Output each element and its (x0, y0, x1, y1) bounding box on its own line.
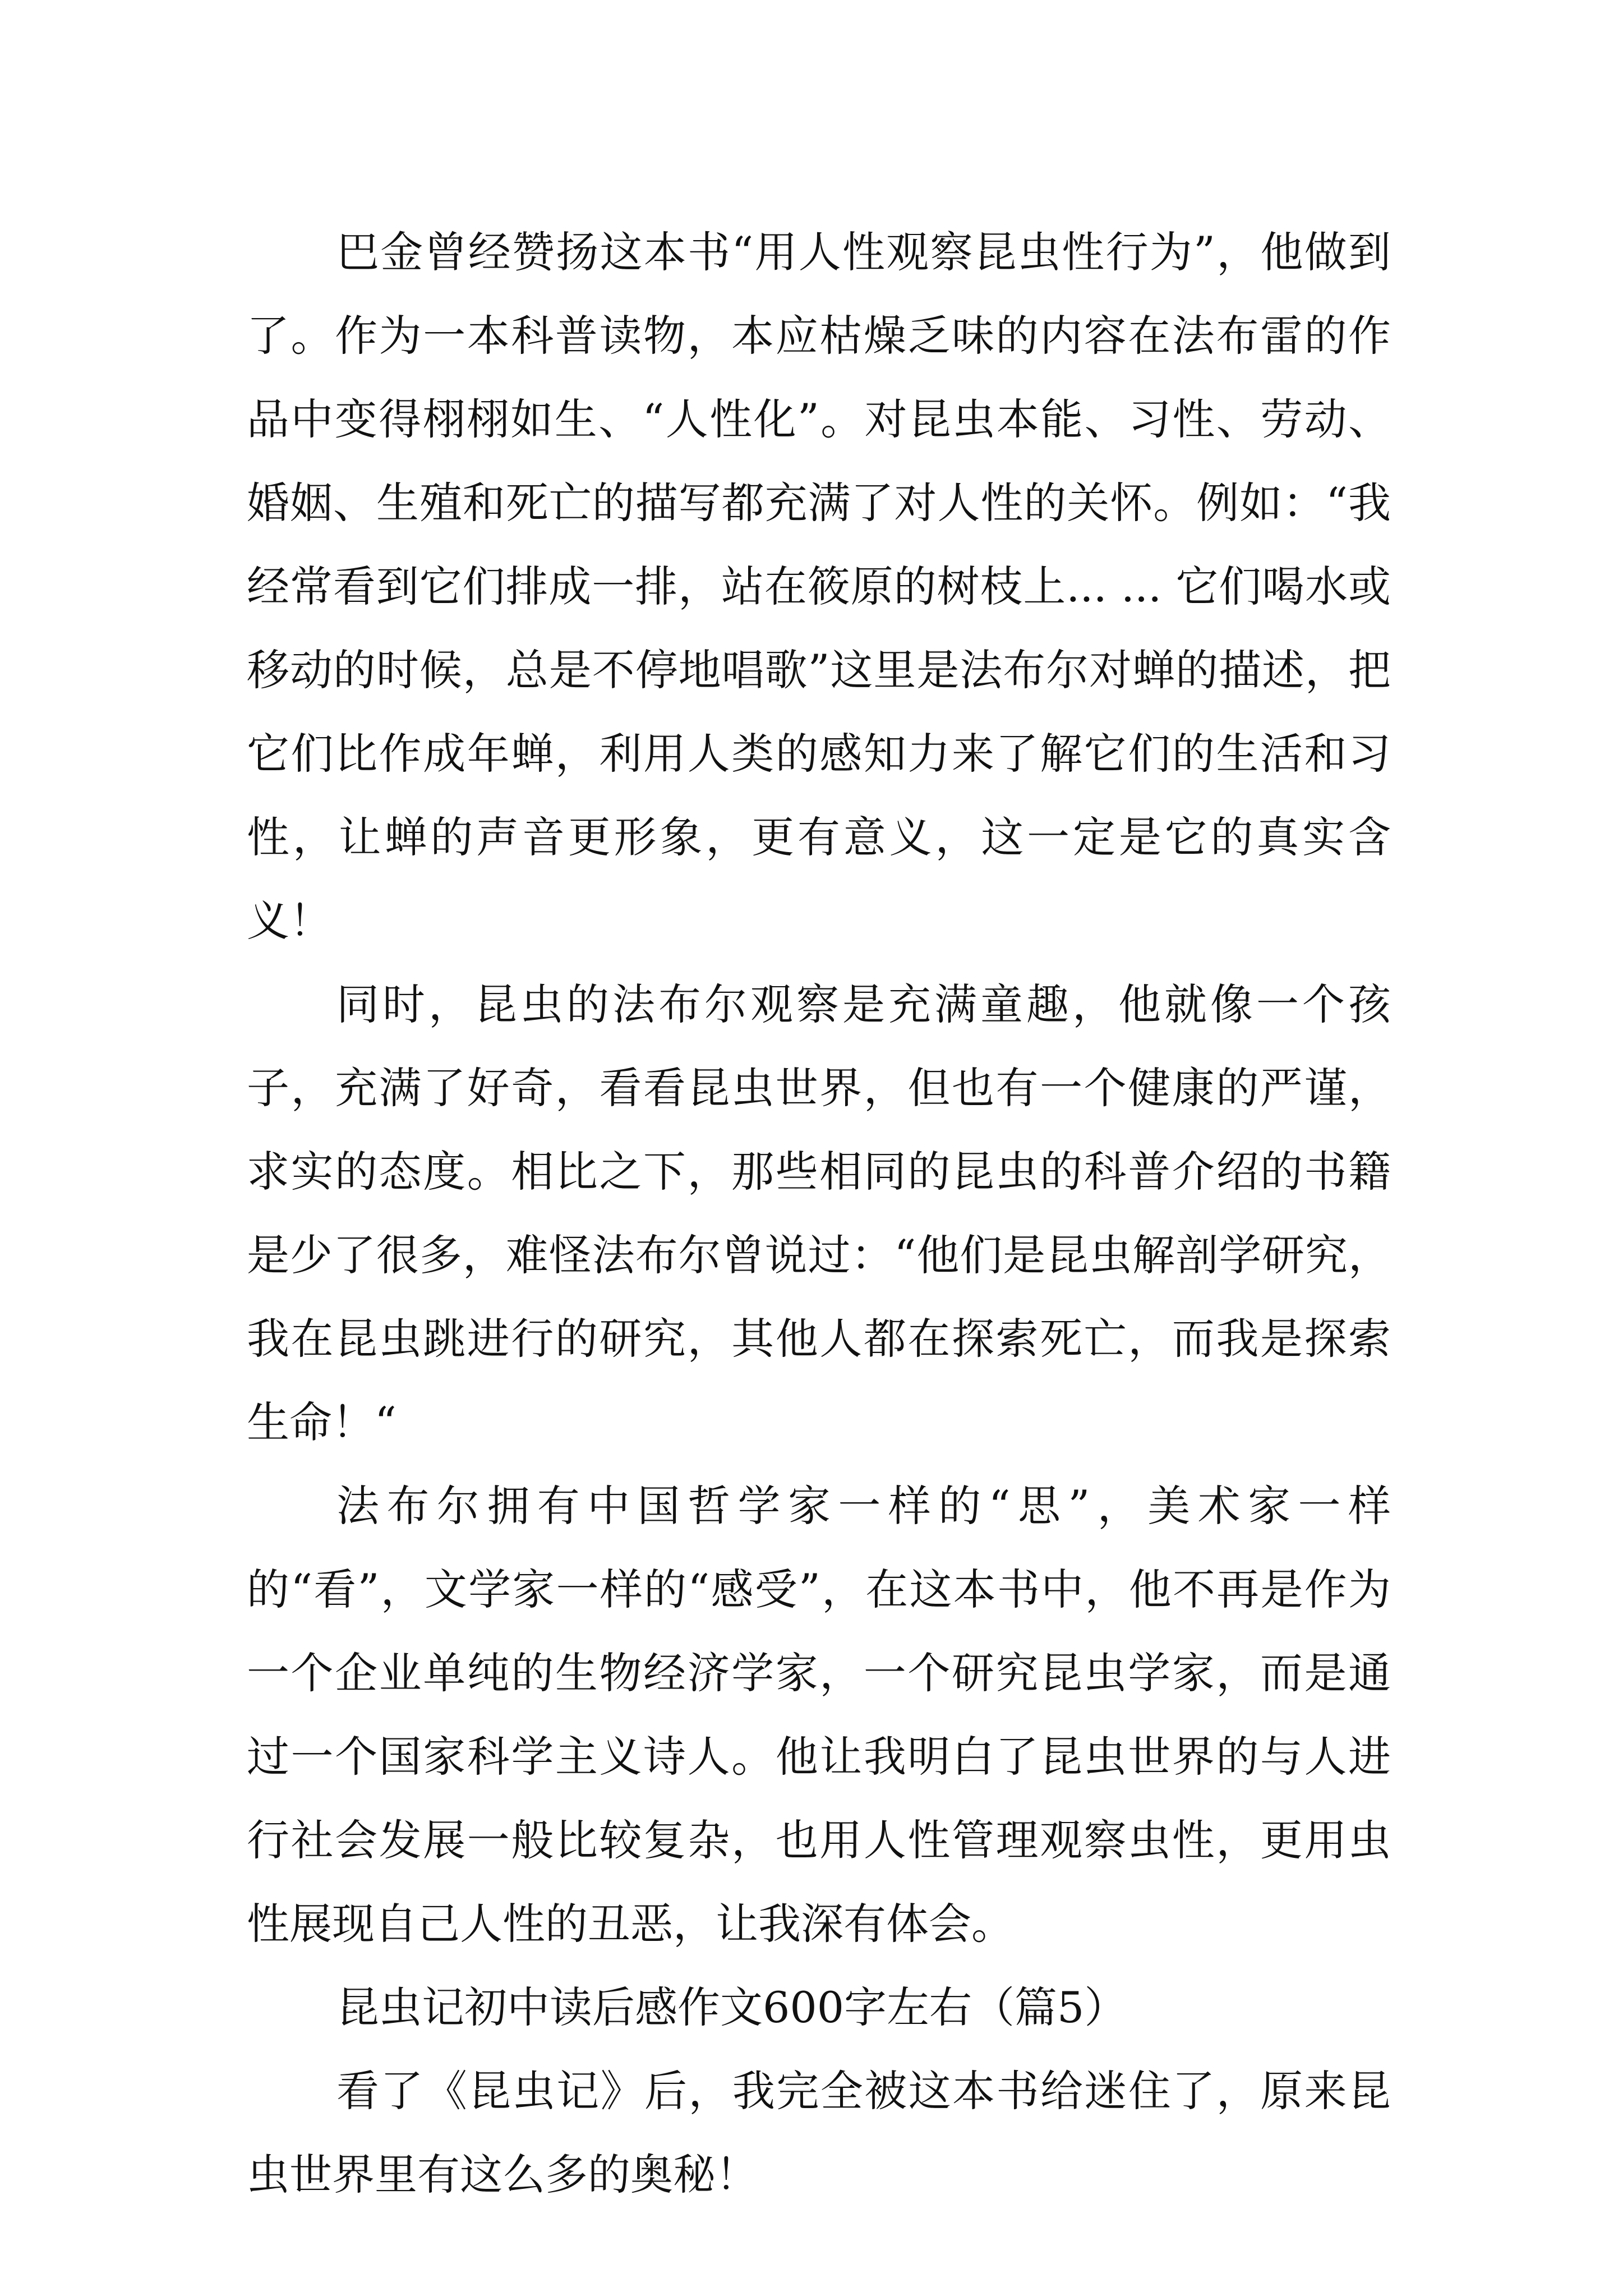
paragraph-fabre-poet: 法布尔拥有中国哲学家一样的“思”，美术家一样的“看”，文学家一样的“感受”，在这本书中，他不再是作为一个企业单纯的生物经济学家，一个研究昆虫学家，而是通过一个国家科学主义诗人。他让我明白了昆虫世界的与人进行社会发展一般比较复杂，也用人性管理观察虫性，更用虫性展现自己人性的丑恶，让我深有体会。 (247, 1481, 1391, 1949)
paragraph-bajin-praise: 巴金曾经赞扬这本书“用人性观察昆虫性行为”，他做到了。作为一本科普读物，本应枯燥乏味的内容在法布雷的作品中变得栩栩如生、“人性化”。对昆虫本能、习性、劳动、婚姻、生殖和死亡的描写都充满了对人性的关怀。例如：“我经常看到它们排成一排，站在筱原的树枝上... ... 它们喝水或移动的时候，总是不停地唱歌”这里是法布尔对蝉的描述，把它们比作成年蝉，利用人类的感知力来了解它们的生活和习性，让蝉的声音更形象，更有意义，这一定是它的真实含义！ (247, 227, 1391, 946)
paragraph-childlike-observation: 同时，昆虫的法布尔观察是充满童趣，他就像一个孩子，充满了好奇，看看昆虫世界，但也有一个健康的严谨，求实的态度。相比之下，那些相同的昆虫的科普介绍的书籍是少了很多，难怪法布尔曾说过：“他们是昆虫解剖学研究，我在昆虫跳进行的研究，其他人都在探索死亡，而我是探索生命！“ (247, 979, 1391, 1447)
paragraph-insect-secrets: 看了《昆虫记》后，我完全被这本书给迷住了，原来昆虫世界里有这么多的奥秘！ (247, 2066, 1391, 2200)
document-body (247, 210, 1391, 2216)
section-heading: 昆虫记初中读后感作文600字左右（篇5） (336, 1982, 1127, 2032)
